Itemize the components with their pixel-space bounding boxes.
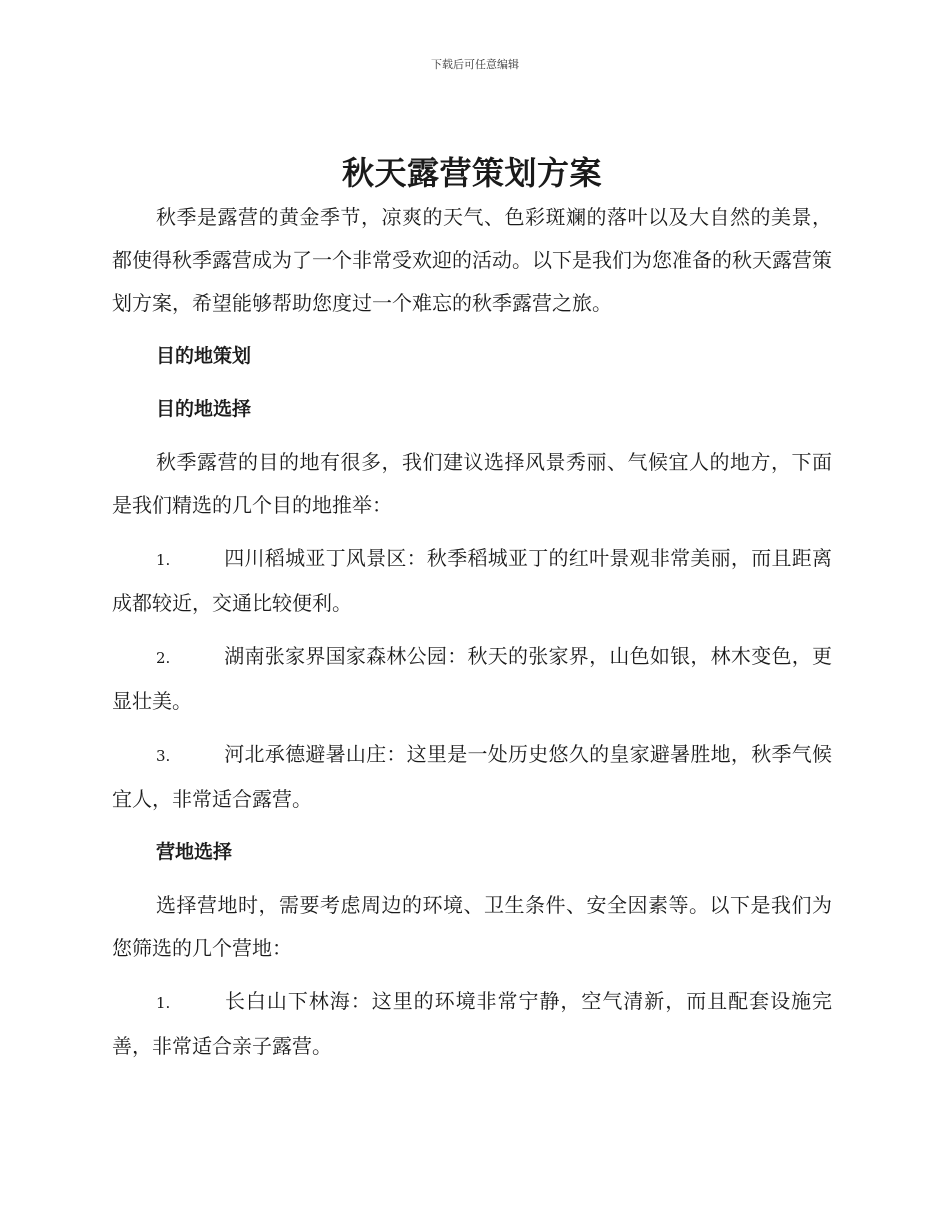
destination-paragraph: 秋季露营的目的地有很多，我们建议选择风景秀丽、气候宜人的地方，下面是我们精选的几个目的地推举：: [112, 450, 832, 517]
list-item-text: 湖南张家界国家森林公园：秋天的张家界，山色如银，林木变色，更显壮美。: [112, 644, 832, 713]
list-item-number: 1.: [156, 994, 171, 1012]
list-item-number: 2.: [156, 649, 171, 667]
list-item-text: 河北承德避暑山庄：这里是一处历史悠久的皇家避暑胜地，秋季气候宜人，非常适合露营。: [112, 742, 832, 811]
list-item-text: 长白山下林海：这里的环境非常宁静，空气清新，而且配套设施完善，非常适合亲子露营。: [112, 989, 832, 1058]
section-heading-destination-planning: 目的地策划: [156, 345, 252, 367]
section-heading-campsite-choice: 营地选择: [156, 841, 233, 863]
subsection-heading-destination-choice: 目的地选择: [156, 398, 252, 420]
document-content: [112, 150, 832, 1068]
intro-paragraph: 秋季是露营的黄金季节，凉爽的天气、色彩斑斓的落叶以及大自然的美景，都使得秋季露营成为了一个非常受欢迎的活动。以下是我们为您准备的秋天露营策划方案，希望能够帮助您度过一个难忘的秋季露营之旅。: [112, 205, 832, 315]
list-item: [112, 635, 832, 723]
list-item-number: 3.: [156, 747, 171, 765]
list-item: [112, 537, 832, 625]
header-note: 下载后可任意编辑: [431, 58, 519, 71]
list-item: [112, 733, 832, 821]
campsite-paragraph: 选择营地时，需要考虑周边的环境、卫生条件、安全因素等。以下是我们为您筛选的几个营地：: [112, 893, 832, 960]
list-item-text: 四川稻城亚丁风景区：秋季稻城亚丁的红叶景观非常美丽，而且距离成都较近，交通比较便利。: [112, 546, 832, 615]
document-title: 秋天露营策划方案: [341, 154, 602, 192]
list-item-number: 1.: [156, 551, 171, 569]
list-item: [112, 980, 832, 1068]
